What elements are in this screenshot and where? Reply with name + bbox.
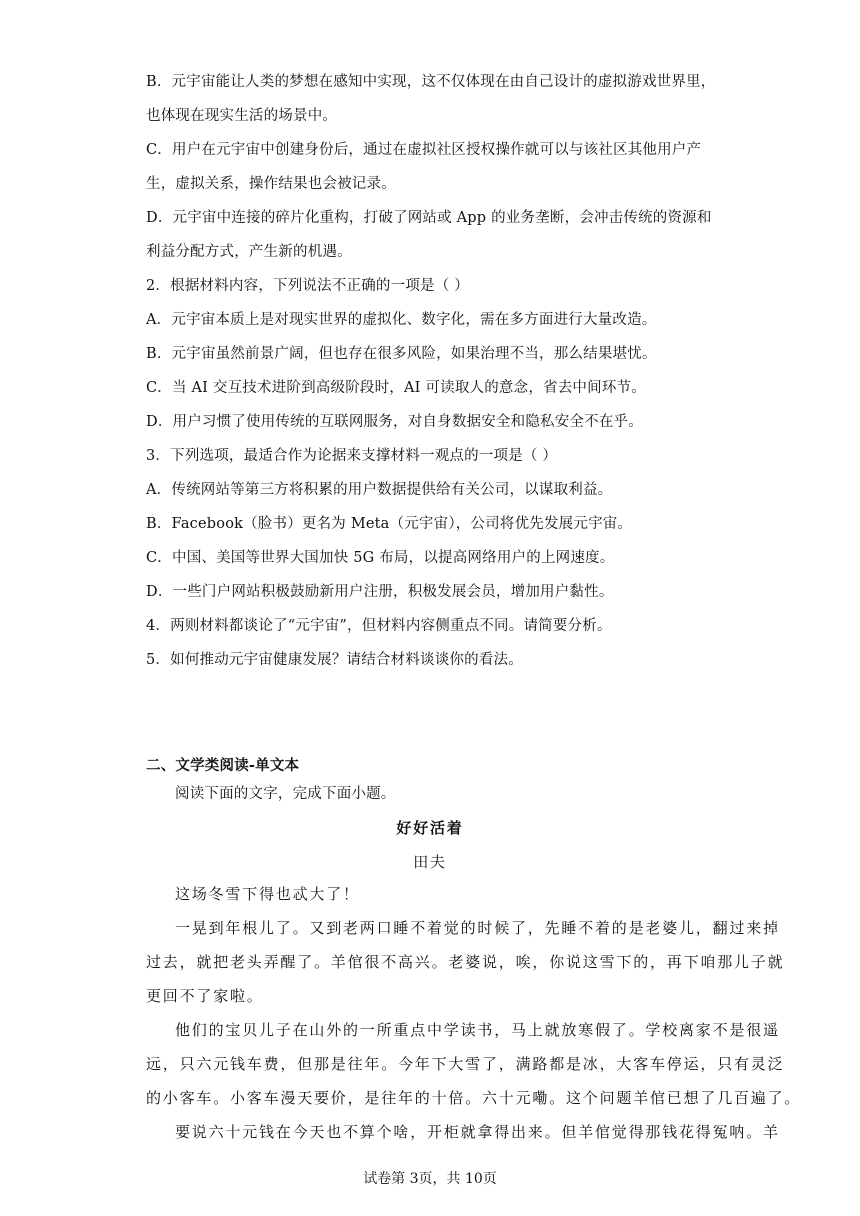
q2-option-c: C．当 AI 交互技术进阶到高级阶段时，AI 可读取人的意念，省去中间环节。 xyxy=(146,380,646,396)
q1-option-b-line2: 也体现在现实生活的场景中。 xyxy=(146,108,338,124)
q3-option-b: B．Facebook（脸书）更名为 Meta（元宇宙），公司将优先发展元宇宙。 xyxy=(146,516,633,532)
q2-option-b: B．元宇宙虽然前景广阔，但也存在很多风险，如果治理不当，那么结果堪忧。 xyxy=(146,346,657,362)
story-paragraph: 他们的宝贝儿子在山外的一所重点中学读书，马上就放寒假了。学校离家不是很遥 xyxy=(175,1021,780,1039)
section-instruction: 阅读下面的文字，完成下面小题。 xyxy=(175,786,396,802)
q5: 5．如何推动元宇宙健康发展？请结合材料谈谈你的看法。 xyxy=(146,652,523,668)
q4: 4．两则材料都谈论了“元宇宙”，但材料内容侧重点不同。请简要分析。 xyxy=(146,618,612,634)
page-footer: 试卷第 3页，共 10页 xyxy=(363,1171,497,1187)
q1-option-c-line2: 生，虚拟关系，操作结果也会被记录。 xyxy=(146,176,396,192)
story-author: 田夫 xyxy=(413,853,447,871)
q3-option-d: D．一些门户网站积极鼓励新用户注册，积极发展会员，增加用户黏性。 xyxy=(146,584,614,600)
q2-option-a: A．元宇宙本质上是对现实世界的虚拟化、数字化，需在多方面进行大量改造。 xyxy=(146,312,657,328)
q2-option-d: D．用户习惯了使用传统的互联网服务，对自身数据安全和隐私安全不在乎。 xyxy=(146,414,643,430)
story-title: 好好活着 xyxy=(396,819,464,837)
story-paragraph: 更回不了家啦。 xyxy=(146,987,264,1005)
q1-option-d-line2: 利益分配方式，产生新的机遇。 xyxy=(146,244,352,260)
q3-option-a: A．传统网站等第三方将积累的用户数据提供给有关公司，以谋取利益。 xyxy=(146,482,613,498)
story-paragraph: 过去，就把老头弄醒了。羊倌很不高兴。老婆说，唉，你说这雪下的，再下咱那儿子就 xyxy=(146,953,785,971)
story-paragraph: 远，只六元钱车费，但那是往年。今年下大雪了，满路都是冰，大客车停运，只有灵泛 xyxy=(146,1055,785,1073)
story-paragraph: 这场冬雪下得也忒大了！ xyxy=(175,885,360,903)
q2-stem: 2．根据材料内容，下列说法不正确的一项是（ ） xyxy=(146,278,469,294)
q1-option-b-line1: B．元宇宙能让人类的梦想在感知中实现，这不仅体现在由自己设计的虚拟游戏世界里， xyxy=(146,74,716,90)
q1-option-d-line1: D．元宇宙中连接的碎片化重构，打破了网站或 App 的业务垄断，会冲击传统的资源和 xyxy=(146,210,712,226)
story-paragraph: 的小客车。小客车漫天要价，是往年的十倍。六十元嘞。这个问题羊倌已想了几百遍了。 xyxy=(146,1089,802,1107)
story-paragraph: 要说六十元钱在今天也不算个啥，开柜就拿得出来。但羊倌觉得那钱花得冤呐。羊 xyxy=(175,1123,780,1141)
q1-option-c-line1: C．用户在元宇宙中创建身份后，通过在虚拟社区授权操作就可以与该社区其他用户产 xyxy=(146,142,702,158)
section-heading: 二、文学类阅读-单文本 xyxy=(146,757,300,774)
q3-stem: 3．下列选项，最适合作为论据来支撑材料一观点的一项是（ ） xyxy=(146,448,558,464)
q3-option-c: C．中国、美国等世界大国加快 5G 布局，以提高网络用户的上网速度。 xyxy=(146,550,615,566)
story-paragraph: 一晃到年根儿了。又到老两口睡不着觉的时候了，先睡不着的是老婆儿，翻过来掉 xyxy=(175,919,780,937)
